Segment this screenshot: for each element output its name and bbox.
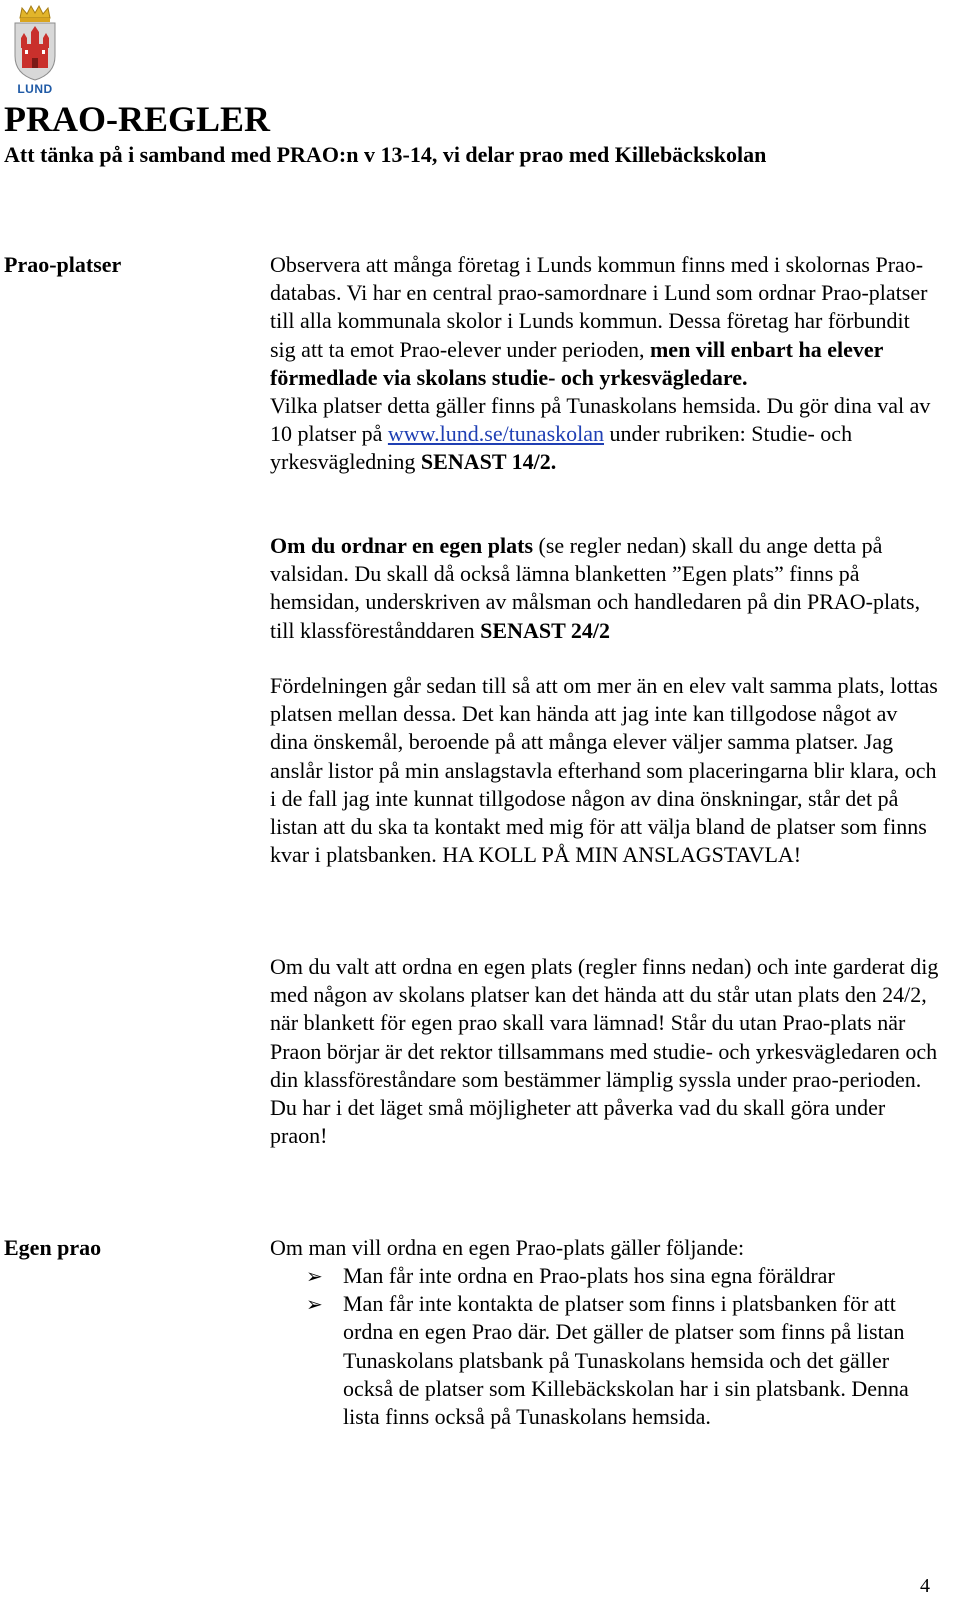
logo-text: LUND <box>17 82 53 96</box>
page-number: 4 <box>920 1575 930 1597</box>
arrow-bullet-icon: ➢ <box>306 1292 323 1317</box>
emphasis-text: Om du ordnar en egen plats <box>270 533 534 558</box>
paragraph-prao-databas <box>270 251 940 477</box>
list-item-text: Man får inte kontakta de platser som finns i platsbanken för att ordna en egen Prao där. Det gäller de platser som finns på listan Tunaskolans platsbank på Tunaskolans hemsida och det gäller också de platser som Killebäckskolan har i sin platsbank. Denna lista finns också på Tunaskolans hemsida. <box>343 1291 909 1430</box>
emphasis-text: men vill enbart ha elever förmedlade via skolans studie- och yrkesvägledare. <box>270 336 883 390</box>
text: Observera att många företag i Lunds kommun finns med i skolornas Prao-databas. Vi har en central prao-samordnare i Lund som ordnar Prao-platser till alla kommunala skolor i Lunds kommun. Dessa företag har förbundit sig att ta emot Prao-elever under perioden, <box>270 252 928 362</box>
paragraph-fordelning: Fördelningen går sedan till så att om mer än en elev valt samma plats, lottas platsen mellan dessa. Det kan hända att jag inte kan tillgodose något av dina önskemål, beroende på att många elever väljer samma platser. Jag anslår listor på min anslagstavla efterhand som placeringarna blir klara, och i de fall jag inte kunnat tillgodose någon av dina önskningar, står det på listan att du ska ta kontakt med mig för att välja bland de platser som finns kvar i platsbanken. HA KOLL PÅ MIN ANSLAGSTAVLA! <box>270 673 938 868</box>
paragraph-egen-plats <box>270 532 940 645</box>
egen-prao-intro: Om man vill ordna en egen Prao-plats gäller följande: <box>270 1235 745 1260</box>
page-title: PRAO-REGLER <box>4 99 271 139</box>
list-item <box>270 1290 940 1431</box>
list-item-text: Man får inte ordna en Prao-plats hos sina egna föräldrar <box>343 1263 835 1288</box>
deadline-text: SENAST 24/2 <box>480 617 610 643</box>
deadline-text: SENAST 14/2. <box>420 449 557 475</box>
section-label-egen-prao: Egen prao <box>4 1235 102 1260</box>
text: Vilka platser detta gäller finns på Tunaskolans hemsida. Du gör dina val av 10 platser på <box>270 393 931 447</box>
arrow-bullet-icon: ➢ <box>306 1264 323 1288</box>
lund-logo <box>10 4 60 96</box>
text: (se regler nedan) skall du ange detta på valsidan. Du skall då också lämna blanketten ”Egen plats” finns på hemsidan, underskriven av målsman och handledaren på din PRAO-plats, till klassförestånddaren <box>270 533 921 643</box>
text: under rubriken: Studie- och yrkesvägledning <box>270 421 853 475</box>
page-subtitle: Att tänka på i samband med PRAO:n v 13-14, vi delar prao med Killebäckskolan <box>4 142 767 167</box>
lund-coat-of-arms-icon <box>10 4 60 84</box>
paragraph-utan-plats: Om du valt att ordna en egen plats (regler finns nedan) och inte garderat dig med någon av skolans platser kan det hända att du står utan plats den 24/2, när blankett för egen prao skall vara lämnad! Står du utan Prao-plats när Praon börjar är det rektor tillsammans med studie- och yrkesvägledaren och din klassföreståndare som bestämmer lämplig syssla under prao-perioden. Du har i det läget små möjligheter att påverka vad du skall göra under praon! <box>270 954 939 1149</box>
tunaskolan-link[interactable]: www.lund.se/tunaskolan <box>387 421 605 447</box>
egen-prao-rules-list <box>270 1262 940 1431</box>
section-label-prao-platser: Prao-platser <box>4 252 122 277</box>
list-item <box>270 1262 940 1290</box>
